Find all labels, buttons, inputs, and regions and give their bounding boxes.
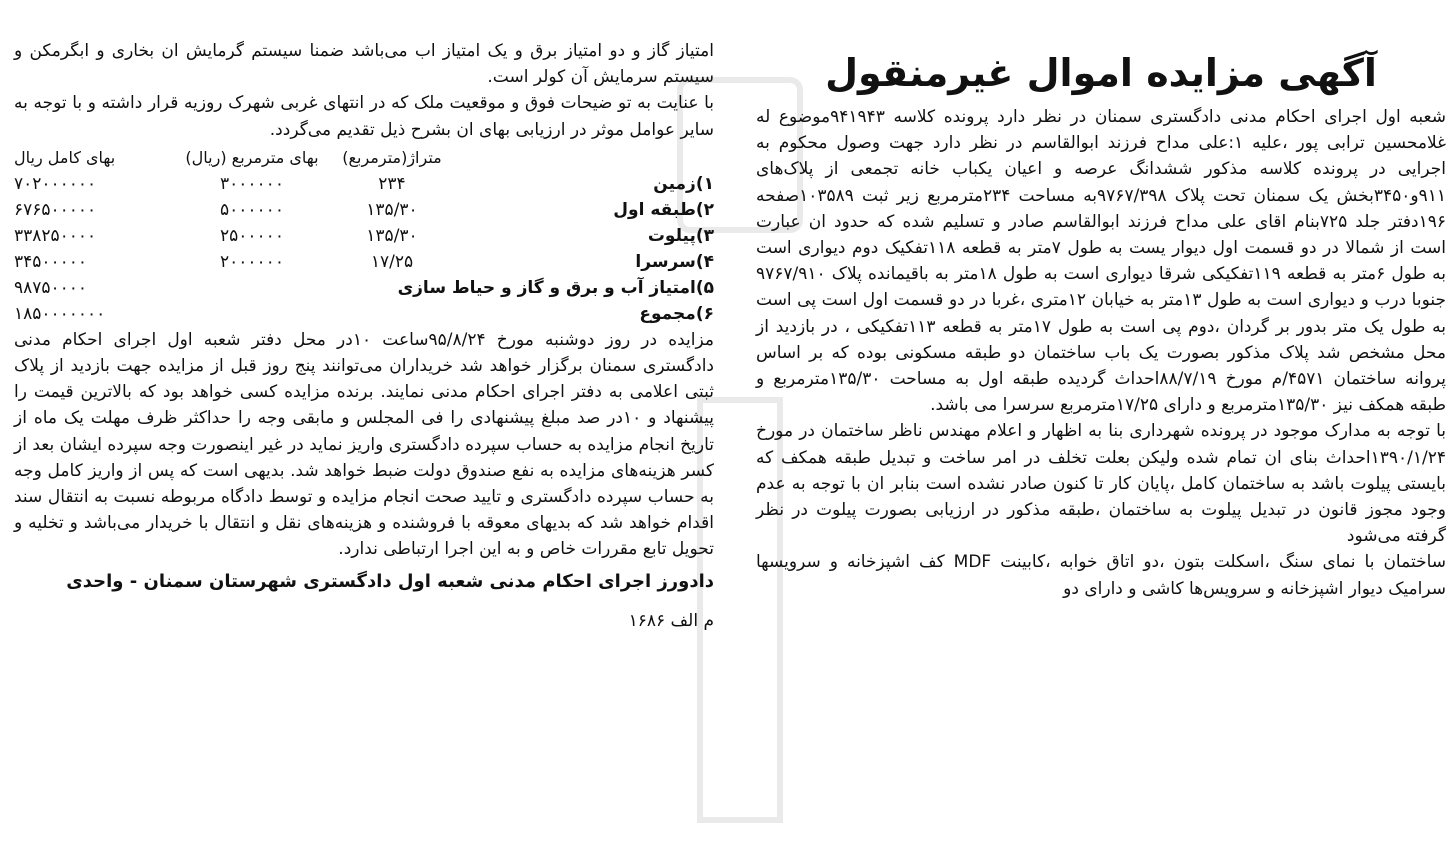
right-column bbox=[756, 0, 1446, 602]
auction-terms: مزایده در روز دوشنبه مورخ ۹۵/۸/۲۴ساعت ۱۰در محل دفتر شعبه اول اجرای احکام مدنی دادگستری سمنان برگزار خواهد شد خریداران می‌توانند پنج روز قبل از مزایده جهت بازدید از پلاک ثبتی اعلامی به دفتر اجرای احکام مدنی نمایند. برنده مزایده کسی خواهد بود که بالاترین قیمت را پیشنهاد و ۱۰در صد مبلغ پیشنهادی را فی المجلس و مابقی وجه را حداکثر ظرف مهلت یک ماه از تاریخ انجام مزایده به حساب سپرده دادگستری واریز نماید در غیر اینصورت وجه سپرده ایشان بعد از کسر هزینه‌های مزایده به نفع صندوق دولت ضبط خواهد شد. بدیهی است که پس از واریز کامل وجه به حساب سپرده دادگستری و تایید صحت انجام مزایده و توسط دادگاه مربوطه نسبت به انتقال سند اقدام خواهد شد که بدیهای معوقه با فروشنده و هزینه‌های نقل و انتقال با خریدار می‌باشد و تخلیه و تحویل تابع مقررات خاص و به این اجرا ارتباطی ندارد. bbox=[14, 329, 715, 560]
left-column bbox=[14, 0, 714, 635]
building-features: ساختمان با نمای سنگ ،اسکلت بتون ،دو اتاق خوابه ،کابینت MDF کف اشپزخانه و سرویسها سرامیک دیوار اشپزخانه و سرویس‌ها کاشی و دارای دو bbox=[756, 552, 1447, 599]
reference-number: م الف ۱۶۸۶ bbox=[628, 610, 714, 631]
row-item: ۴)سرسرا bbox=[635, 251, 714, 272]
valuation-table bbox=[14, 145, 714, 327]
row-item: ۲)طبقه اول bbox=[613, 199, 714, 220]
header-total: بهای کامل ریال bbox=[14, 147, 116, 167]
utilities-total: ۹۸۷۵۰۰۰۰ bbox=[14, 277, 88, 298]
table-row-utilities bbox=[14, 275, 714, 301]
row-total: ۷۰۲۰۰۰۰۰۰ bbox=[14, 173, 97, 194]
header-unit-price: بهای مترمربع (ریال) bbox=[185, 147, 319, 167]
row-area: ۱۳۵/۳۰ bbox=[366, 225, 418, 246]
municipality-note: با توجه به مدارک موجود در پرونده شهرداری بنا به اظهار و اعلام مهندس ناظر ساختمان در مورخ ۱۳۹۰/۱/۲۴احداث بنای ان تمام شده ولیکن بعلت تخلف در امر ساخت و تبدیل طبقه همکف که بایستی پیلوت باشد به ساختمان کامل ،پایان کار تا کنون صادر نشده است بنابر ان با توجه به عدم وجود مجوز قانون در تبدیل پیلوت به ساختمان ،طبقه مذکور در ارزیابی بصورت پیلوت در نظر گرفته می‌شود bbox=[756, 421, 1446, 547]
row-total: ۳۴۵۰۰۰۰۰ bbox=[14, 251, 88, 272]
valuation-intro: با عنایت به تو ضیحات فوق و موقعیت ملک که در انتهای غربی شهرک روزیه قرار داشته و با توجه به سایر عوامل موثر در ارزیابی بهای ان بشرح ذیل تقدیم می‌گردد. bbox=[14, 93, 714, 140]
row-item: ۳)پیلوت bbox=[647, 225, 714, 246]
sum-item: ۶)مجموع bbox=[639, 303, 714, 324]
row-unit-price: ۲۰۰۰۰۰۰ bbox=[220, 251, 284, 272]
row-total: ۳۳۸۲۵۰۰۰۰ bbox=[14, 225, 97, 246]
signature: دادورز اجرای احکام مدنی شعبه اول دادگستری شهرستان سمنان - واحدی bbox=[66, 570, 714, 592]
table-row bbox=[14, 223, 714, 249]
table-row-sum bbox=[14, 301, 714, 327]
row-area: ۲۳۴ bbox=[378, 173, 406, 194]
table-row bbox=[14, 197, 714, 223]
row-item: ۱)زمین bbox=[653, 173, 714, 194]
table-row bbox=[14, 249, 714, 275]
utilities-item: ۵)امتیاز آب و برق و گاز و حیاط سازی bbox=[397, 277, 714, 298]
property-description: شعبه اول اجرای احکام مدنی دادگستری سمنان در نظر دارد پرونده کلاسه ۹۴۱۹۴۳موضوع له غلامحسین ترابی پور ،علیه ۱:علی مداح فرزند ابوالقاسم در نظر دارد جهت وصول محکوم به اجرایی در پرونده کلاسه مذکور ششدانگ عرصه و اعیان یکباب خانه تجمعی از پلاک‌های ۹۱۱و۳۴۵۰بخش یک سمنان تحت پلاک ۹۷۶۷/۳۹۸به مساحت ۲۳۴مترمربع زیر ثبت ۱۰۳۵۸۹صفحه ۱۹۶دفتر جلد ۷۲۵بنام اقای علی مداح فرزند ابوالقاسم صادر و تسلیم شده که حدود ان عبارت است از شمالا در دو قسمت اول دیوار یست به طول ۷متر به قطعه ۱۱۸تفکیک دوم دیواری است به طول ۶متر به قطعه ۱۱۹تفکیکی شرقا دیواری است به طول ۱۸متر به باقیمانده پلاک ۹۷۶۷/۹۱۰ جنوبا درب و دیواری است به طول ۱۳متر به خیابان ۱۲متری ،غربا در دو قسمت اول است پی است به طول یک متر بدور بر گردان ،دوم پی است به طول ۱۷متر به قطعه ۱۱۳تفکیکی ، در بازدید از محل مشخص شد پلاک مذکور بصورت یک باب ساختمان دو طبقه مسکونی بوده که بر اساس پروانه ساختمان ۴۵۷۱/م مورخ ۸۸/۷/۱۹احداث گردیده طبقه اول به مساحت ۱۳۵/۳۰مترمربع و طبقه همکف نیز ۱۳۵/۳۰مترمربع و دارای ۱۷/۲۵مترمربع سرسرا می باشد. bbox=[756, 107, 1446, 416]
table-row bbox=[14, 171, 714, 197]
row-total: ۶۷۶۵۰۰۰۰۰ bbox=[14, 199, 97, 220]
table-header-row bbox=[14, 145, 714, 171]
header-area: متراژ(مترمربع) bbox=[342, 147, 442, 167]
utilities-paragraph: امتیاز گاز و دو امتیاز برق و یک امتیاز اب می‌باشد ضمنا سیستم گرمایش ان بخاری و ابگرمکن و سیستم سرمایش آن کولر است. bbox=[14, 41, 714, 88]
row-unit-price: ۳۰۰۰۰۰۰ bbox=[220, 173, 284, 194]
row-area: ۱۳۵/۳۰ bbox=[366, 199, 418, 220]
row-unit-price: ۲۵۰۰۰۰۰ bbox=[220, 225, 284, 246]
row-area: ۱۷/۲۵ bbox=[370, 251, 414, 272]
notice-title: آگهی مزایده اموال غیرمنقول bbox=[825, 51, 1377, 95]
sum-total: ۱۸۵۰۰۰۰۰۰۰ bbox=[14, 303, 106, 324]
row-unit-price: ۵۰۰۰۰۰۰ bbox=[220, 199, 284, 220]
